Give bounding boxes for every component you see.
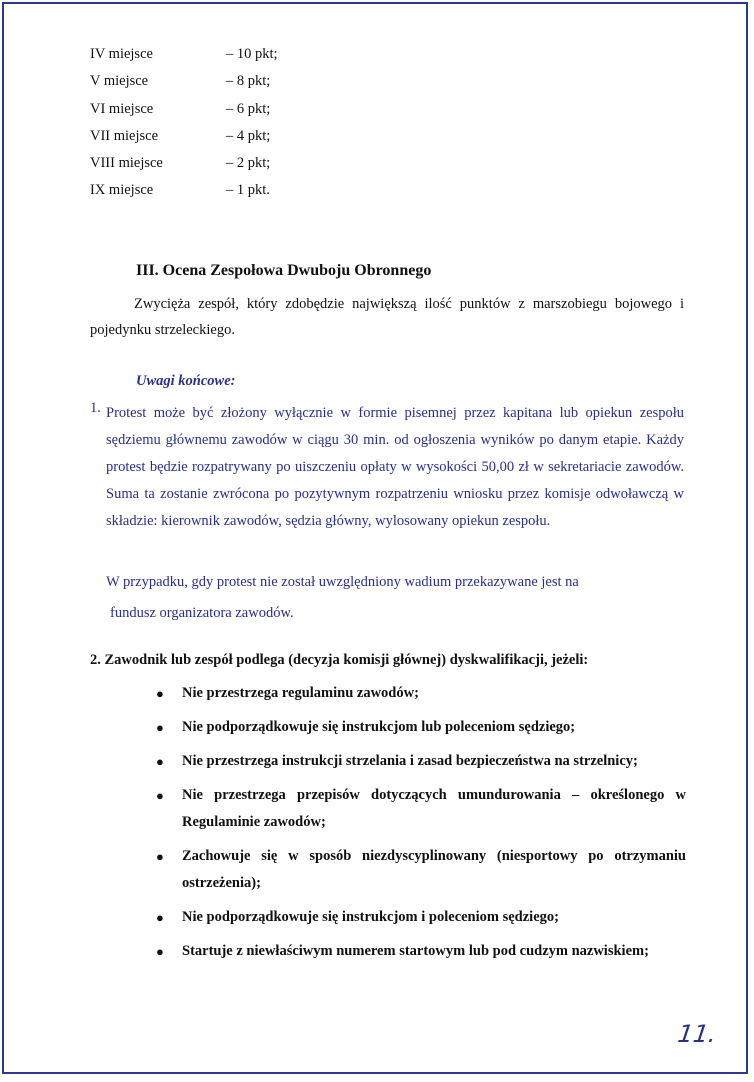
list-item-text: Nie przestrzega przepisów dotyczących umundurowania – określonego w Regulaminie zawodów;	[182, 787, 686, 830]
list-item	[156, 714, 686, 741]
disqualification-heading: 2. Zawodnik lub zespół podlega (decyzja komisji głównej) dyskwalifikacji, jeżeli:	[90, 652, 589, 668]
bullet-icon: ●	[156, 720, 164, 735]
bullet-icon: ●	[156, 754, 164, 769]
list-item	[156, 782, 686, 836]
list-item-text: Nie podporządkowuje się instrukcjom i poleceniom sędziego;	[182, 909, 559, 925]
bullet-icon: ●	[156, 910, 164, 925]
document-page	[2, 2, 748, 1074]
list-item-text: Nie przestrzega instrukcji strzelania i zasad bezpieczeństwa na strzelnicy;	[182, 753, 638, 769]
score-points: – 4 pkt;	[226, 127, 271, 144]
bullet-icon: ●	[156, 849, 164, 864]
protest-paragraph: Protest może być złożony wyłącznie w formie pisemnej przez kapitana lub opiekun zespołu sędziemu głównemu zawodów w ciągu 30 min. od ogłoszenia wyników po danym etapie. Każdy protest będzie rozpatrywany po uiszczeniu opłaty w wysokości 50,00 zł w sekretariacie zawodów. Suma ta zostanie zwrócona po pozytywnym rozpatrzeniu wniosku przez komisje odwoławczą w składzie: kierownik zawodów, sędzia główny, wylosowany opiekun zespołu.	[106, 405, 684, 529]
score-place: VIII miejsce	[90, 155, 163, 172]
section-title: III. Ocena Zespołowa Dwuboju Obronnego	[136, 262, 432, 279]
list-item	[156, 748, 686, 775]
score-place: V miejsce	[90, 73, 149, 90]
score-points: – 6 pkt;	[226, 100, 271, 117]
score-place: VII miejsce	[90, 127, 159, 144]
section-paragraph: Zwycięża zespół, który zdobędzie największą ilość punktów z marszobiegu bojowego i pojedynku strzeleckiego.	[90, 296, 684, 338]
remarks-title: Uwagi końcowe:	[136, 373, 236, 389]
bullet-icon: ●	[156, 944, 164, 959]
protest-note-line-1: W przypadku, gdy protest nie został uwzględniony wadium przekazywane jest na	[106, 574, 579, 590]
list-item-text: Nie przestrzega regulaminu zawodów;	[182, 685, 419, 701]
score-points: – 8 pkt;	[226, 73, 271, 90]
list-item-text: Zachowuje się w sposób niezdyscyplinowany (niesportowy po otrzymaniu ostrzeżenia);	[182, 848, 686, 891]
list-item-text: Nie podporządkowuje się instrukcjom lub poleceniom sędziego;	[182, 719, 576, 735]
protest-note-line-2: fundusz organizatora zawodów.	[110, 605, 294, 621]
protest-number: 1.	[90, 400, 101, 416]
score-place: VI miejsce	[90, 100, 154, 117]
score-place: IX miejsce	[90, 182, 154, 199]
list-item	[156, 843, 686, 897]
list-item	[156, 904, 686, 931]
score-points: – 2 pkt;	[226, 155, 271, 172]
score-points: – 1 pkt.	[226, 182, 270, 199]
handwritten-page-number: 11.	[675, 1020, 718, 1048]
list-item	[156, 938, 686, 965]
list-item	[156, 680, 686, 707]
list-item-text: Startuje z niewłaściwym numerem startowym lub pod cudzym nazwiskiem;	[182, 943, 649, 959]
score-points: – 10 pkt;	[226, 46, 278, 62]
disqualification-list	[156, 680, 686, 972]
bullet-icon: ●	[156, 788, 164, 803]
score-place: IV miejsce	[90, 46, 153, 62]
bullet-icon: ●	[156, 686, 164, 701]
